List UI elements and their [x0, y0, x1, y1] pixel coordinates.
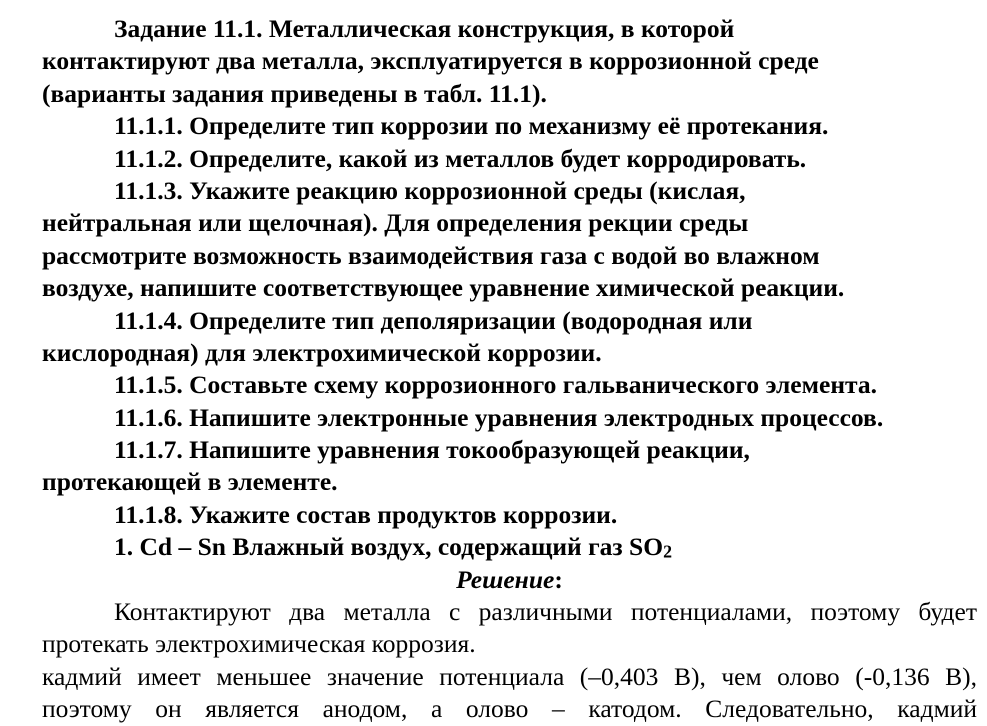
subtask-4-continuation: кислородная) для электрохимической коррозии.: [42, 337, 602, 367]
subtask-3-continuation: рассмотрите возможность взаимодействия газа с водой во влажном: [42, 240, 820, 270]
subtask-3-continuation: воздухе, напишите соответствующее уравнение химической реакции.: [42, 273, 845, 303]
subtask-1: 11.1.1. Определите тип коррозии по механизму её протекания.: [114, 111, 829, 141]
solution-text-line: кадмий имеет меньшее значение потенциала (–0,403 В), чем олово (-0,136 В),: [42, 661, 977, 691]
subtask-5: 11.1.5. Составьте схему коррозионного гальванического элемента.: [114, 370, 877, 400]
subtask-8: 11.1.8. Укажите состав продуктов коррозии.: [114, 499, 618, 529]
subtask-7: 11.1.7. Напишите уравнения токообразующей реакции,: [114, 435, 750, 465]
subtask-6: 11.1.6. Напишите электронные уравнения электродных процессов.: [114, 402, 884, 432]
subtask-3-continuation: нейтральная или щелочная). Для определения рекции среды: [42, 208, 749, 238]
task-title-line: Задание 11.1. Металлическая конструкция, в которой: [114, 14, 735, 43]
task-text-line: (варианты задания приведены в табл. 11.1).: [42, 78, 547, 108]
task-text-line: контактируют два металла, эксплуатируется в коррозионной среде: [42, 46, 819, 76]
variant-text: 1. Cd – Sn Влажный воздух, содержащий газ SO: [114, 532, 664, 562]
subtask-3: 11.1.3. Укажите реакцию коррозионной среды (кислая,: [114, 175, 746, 205]
variant-subscript: 2: [663, 541, 672, 562]
solution-text-line: Контактируют два металла с различными потенциалами, поэтому будет: [114, 597, 977, 627]
solution-heading: [42, 564, 977, 596]
solution-colon: :: [554, 564, 563, 594]
subtask-7-continuation: протекающей в элементе.: [42, 467, 338, 497]
solution-title: Решение: [456, 564, 555, 594]
solution-text-line: протекать электрохимическая коррозия.: [42, 629, 476, 659]
document-page: [42, 13, 977, 726]
solution-text-line: поэтому он является анодом, а олово – катодом. Следовательно, кадмий: [42, 694, 977, 724]
subtask-2: 11.1.2. Определите, какой из металлов будет корродировать.: [114, 143, 807, 173]
subtask-4: 11.1.4. Определите тип деполяризации (водородная или: [114, 305, 753, 335]
variant-line: [42, 531, 977, 563]
